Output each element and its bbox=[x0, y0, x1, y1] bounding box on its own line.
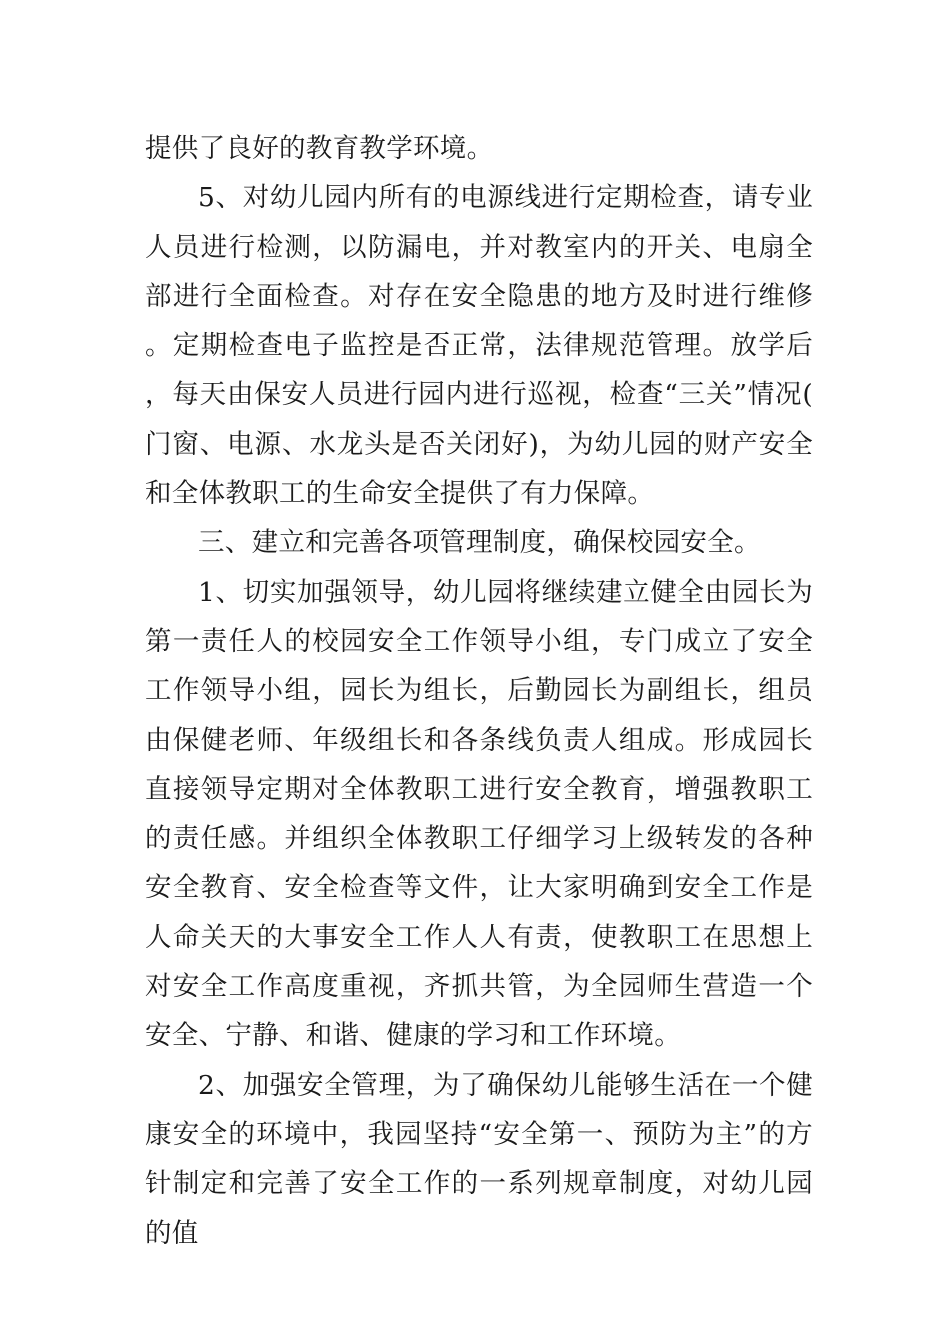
paragraph-continuation: 提供了良好的教育教学环境。 bbox=[145, 133, 494, 164]
paragraph-item-2: 2、加强安全管理，为了确保幼儿能够生活在一个健康安全的环境中，我园坚持“安全第一、预防为主”的方针制定和完善了安全工作的一系列规章制度，对幼儿园的值 bbox=[145, 1069, 813, 1249]
paragraph-item-1: 1、切实加强领导，幼儿园将继续建立健全由园长为第一责任人的校园安全工作领导小组，专门成立了安全工作领导小组，园长为组长，后勤园长为副组长，组员由保健老师、年级组长和各条线负责人组成。形成园长直接领导定期对全体教职工进行安全教育，增强教职工的责任感。并组织全体教职工仔细学习上级转发的各种安全教育、安全检查等文件，让大家明确到安全工作是人命关天的大事安全工作人人有责，使教职工在思想上对安全工作高度重视，齐抓共管，为全园师生营造一个安全、宁静、和谐、健康的学习和工作环境。 bbox=[145, 576, 813, 1052]
paragraph-item-5: 5、对幼儿园内所有的电源线进行定期检查，请专业人员进行检测，以防漏电，并对教室内的开关、电扇全部进行全面检查。对存在安全隐患的地方及时进行维修。定期检查电子监控是否正常，法律规范管理。放学后，每天由保安人员进行园内进行巡视，检查“三关”情况(门窗、电源、水龙头是否关闭好)，为幼儿园的财产安全和全体教职工的生命安全提供了有力保障。 bbox=[145, 182, 813, 510]
document-body bbox=[145, 124, 813, 1258]
section-heading-3: 三、建立和完善各项管理制度，确保校园安全。 bbox=[198, 527, 761, 559]
